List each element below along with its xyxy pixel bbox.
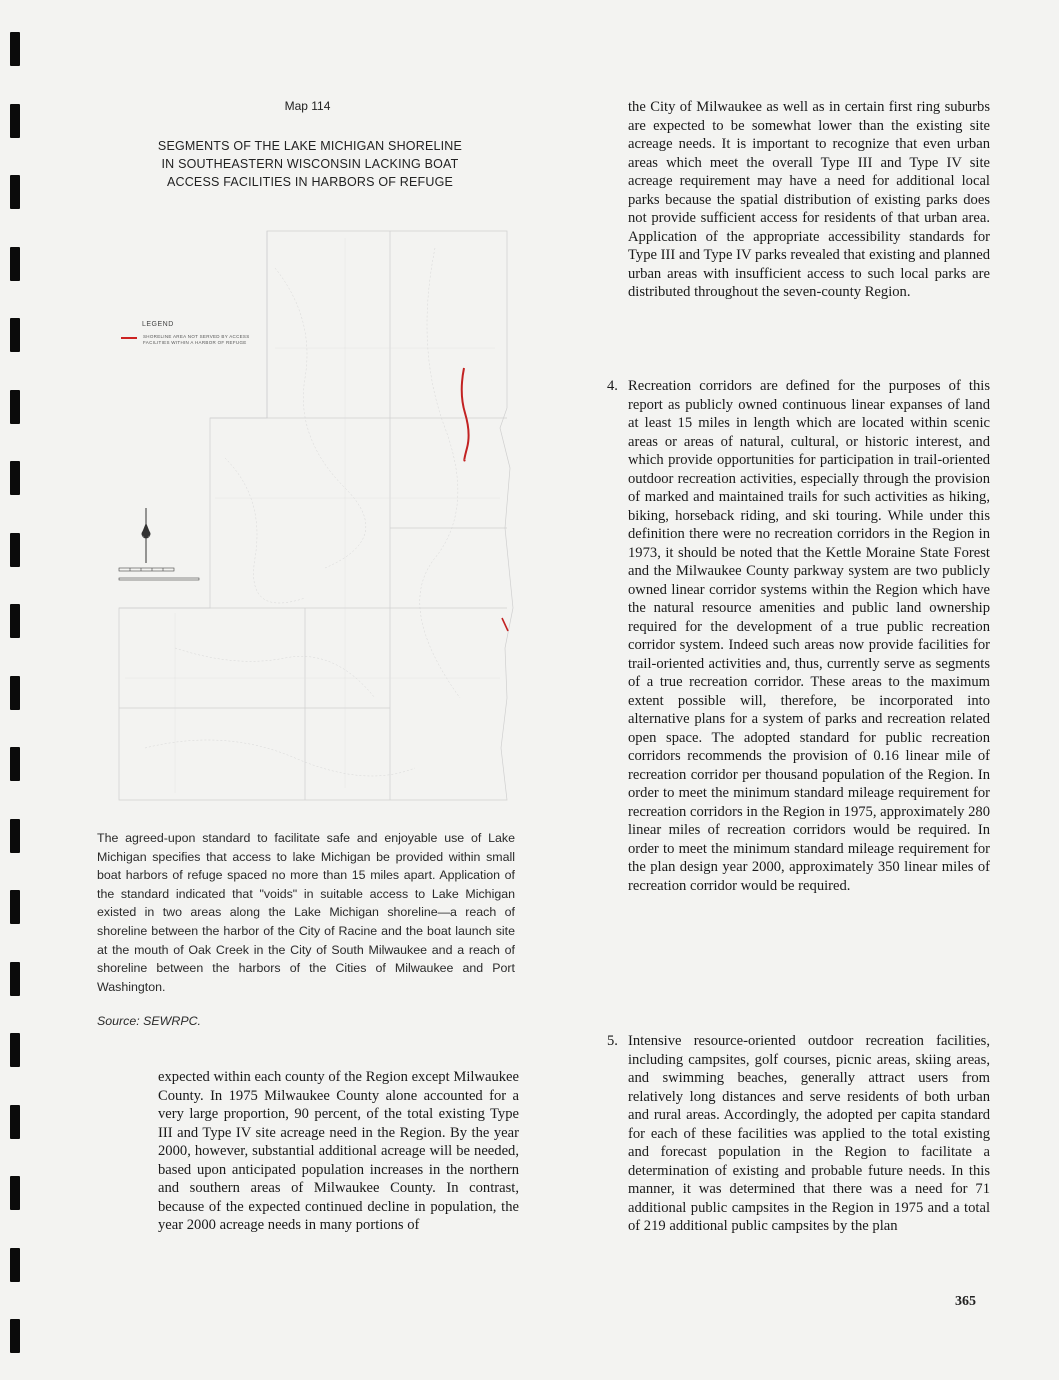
binding-hole (10, 318, 20, 352)
binding-hole (10, 604, 20, 638)
binding-hole (10, 175, 20, 209)
legend-description: SHORELINE AREA NOT SERVED BY ACCESS FACILITIES WITHIN A HARBOR OF REFUGE (143, 334, 250, 345)
shoreline-segment (462, 368, 469, 461)
map-title: Map 114 (284, 99, 331, 113)
binding-hole (10, 819, 20, 853)
list-text: Recreation corridors are defined for the purposes of this report as publicly owned continuous linear expanses of land at least 15 miles in length which are located within scenic areas or areas of natural, cultural, or historic interest, and which provide opportunities for participation in trail-oriented outdoor recreation activities, especially through the provision of marked and maintained trails for such activities as hiking, biking, horseback riding, and ski touring. While under this definition there were no recreation corridors in the Region in 1973, it should be noted that the Kettle Moraine State Forest and the Milwaukee County parkway system are two publicly owned linear corridor systems within the Region which have the natural resource amenities and public land ownership required for the development of a true public recreation corridor system. Indeed such areas now provide facilities for trail-oriented activities and, thus, currently serve as segments of a true recreation corridor. These areas to the maximum extent possible will, therefore, be incorporated into alternative plans for a system of parks and recreation related open space. The adopted standard for public recreation corridors recommends the provision of 0.16 linear mile of recreation corridor per thousand population of the Region. In order to meet the minimum standard mileage requirement for recreation corridors in the Region in 1975, approximately 280 linear miles of recreation corridors would be required. In order to meet the minimum standard mileage requirement for the plan design year 2000, approximately 350 linear miles of recreation corridor would be required. (628, 378, 990, 894)
legend-title: LEGEND (142, 321, 174, 328)
county-boundary (119, 231, 513, 800)
binding-hole (10, 890, 20, 924)
binding-hole (10, 461, 20, 495)
region-map (115, 228, 515, 805)
map-subtitle-line: ACCESS FACILITIES IN HARBORS OF REFUGE (166, 175, 454, 189)
body-paragraph: the City of Milwaukee as well as in certain first ring suburbs are expected to be somewhat lower than the existing site acreage needs. It is important to recognize that even urban areas which meet the overall Type III and Type IV site acreage requirement may have a need for additional local parks because the spatial distribution of existing parks does not provide sufficient access for residents of that urban area. Application of the appropriate accessibility standards for Type III and Type IV parks revealed that existing and planned urban areas with insufficient access to such local parks are distributed throughout the seven-county Region. (628, 99, 990, 300)
binding-hole (10, 247, 20, 281)
binding-hole (10, 533, 20, 567)
binding-hole (10, 390, 20, 424)
binding-hole (10, 1176, 20, 1210)
map-subtitle (120, 137, 500, 191)
river (225, 458, 305, 603)
map-caption: The agreed-upon standard to facilitate safe and enjoyable use of Lake Michigan specifies that access to lake Michigan be provided within small boat harbors of refuge spaced no more than 15 miles apart. Application of the standard indicated that "voids" in suitable access to Lake Michigan existed in two areas along the Lake Michigan shoreline—a reach of shoreline between the harbor of the City of Racine and the boat launch site at the mouth of Oak Creek in the City of South Milwaukee and a reach of shoreline between the harbors of the Cities of Milwaukee and Port Washington. (97, 831, 515, 994)
body-paragraph: expected within each county of the Region except Milwaukee County. In 1975 Milwaukee County alone accounted for a very large proportion, 90 percent, of the total existing Type III and Type IV site acreage need in the Region. By the year 2000, however, substantial additional acreage will be needed, based upon anticipated population increases in the northern and southern areas of Milwaukee County. In contrast, because of the expected continued decline in population, the year 2000 acreage needs in many portions of (158, 1069, 519, 1233)
river (145, 740, 415, 776)
river (420, 248, 460, 698)
binding-hole (10, 104, 20, 138)
map-subtitle-line: IN SOUTHEASTERN WISCONSIN LACKING BOAT (161, 157, 459, 171)
north-arrow (142, 508, 150, 563)
binding-hole (10, 676, 20, 710)
binding-hole (10, 1319, 20, 1353)
map-subtitle-line: SEGMENTS OF THE LAKE MICHIGAN SHORELINE (157, 139, 463, 153)
shoreline-segment (502, 618, 508, 631)
list-number: 5. (607, 1033, 618, 1049)
binding-hole (10, 32, 20, 66)
map-source: Source: SEWRPC. (97, 1014, 201, 1028)
binding-hole (10, 1248, 20, 1282)
page-number: 365 (955, 1294, 976, 1309)
list-number: 4. (607, 378, 618, 394)
binding-holes (10, 0, 34, 1380)
legend-swatch (121, 337, 137, 339)
binding-hole (10, 1105, 20, 1139)
graphic-scale (119, 568, 199, 580)
binding-hole (10, 1033, 20, 1067)
list-text: Intensive resource-oriented outdoor recreation facilities, including campsites, golf courses, picnic areas, skiing areas, and swimming beaches, generally attract users from relatively long distances and serve residents of both urban and rural areas. Accordingly, the adopted per capita standard for each of these facilities was applied to the total existing and forecast population in the Region to facilitate a determination of existing and probable future needs. In this manner, it was determined that there was a need for 71 additional public campsites in the Region in 1975 and a total of 219 additional public campsites by the plan (628, 1033, 990, 1234)
binding-hole (10, 747, 20, 781)
binding-hole (10, 962, 20, 996)
